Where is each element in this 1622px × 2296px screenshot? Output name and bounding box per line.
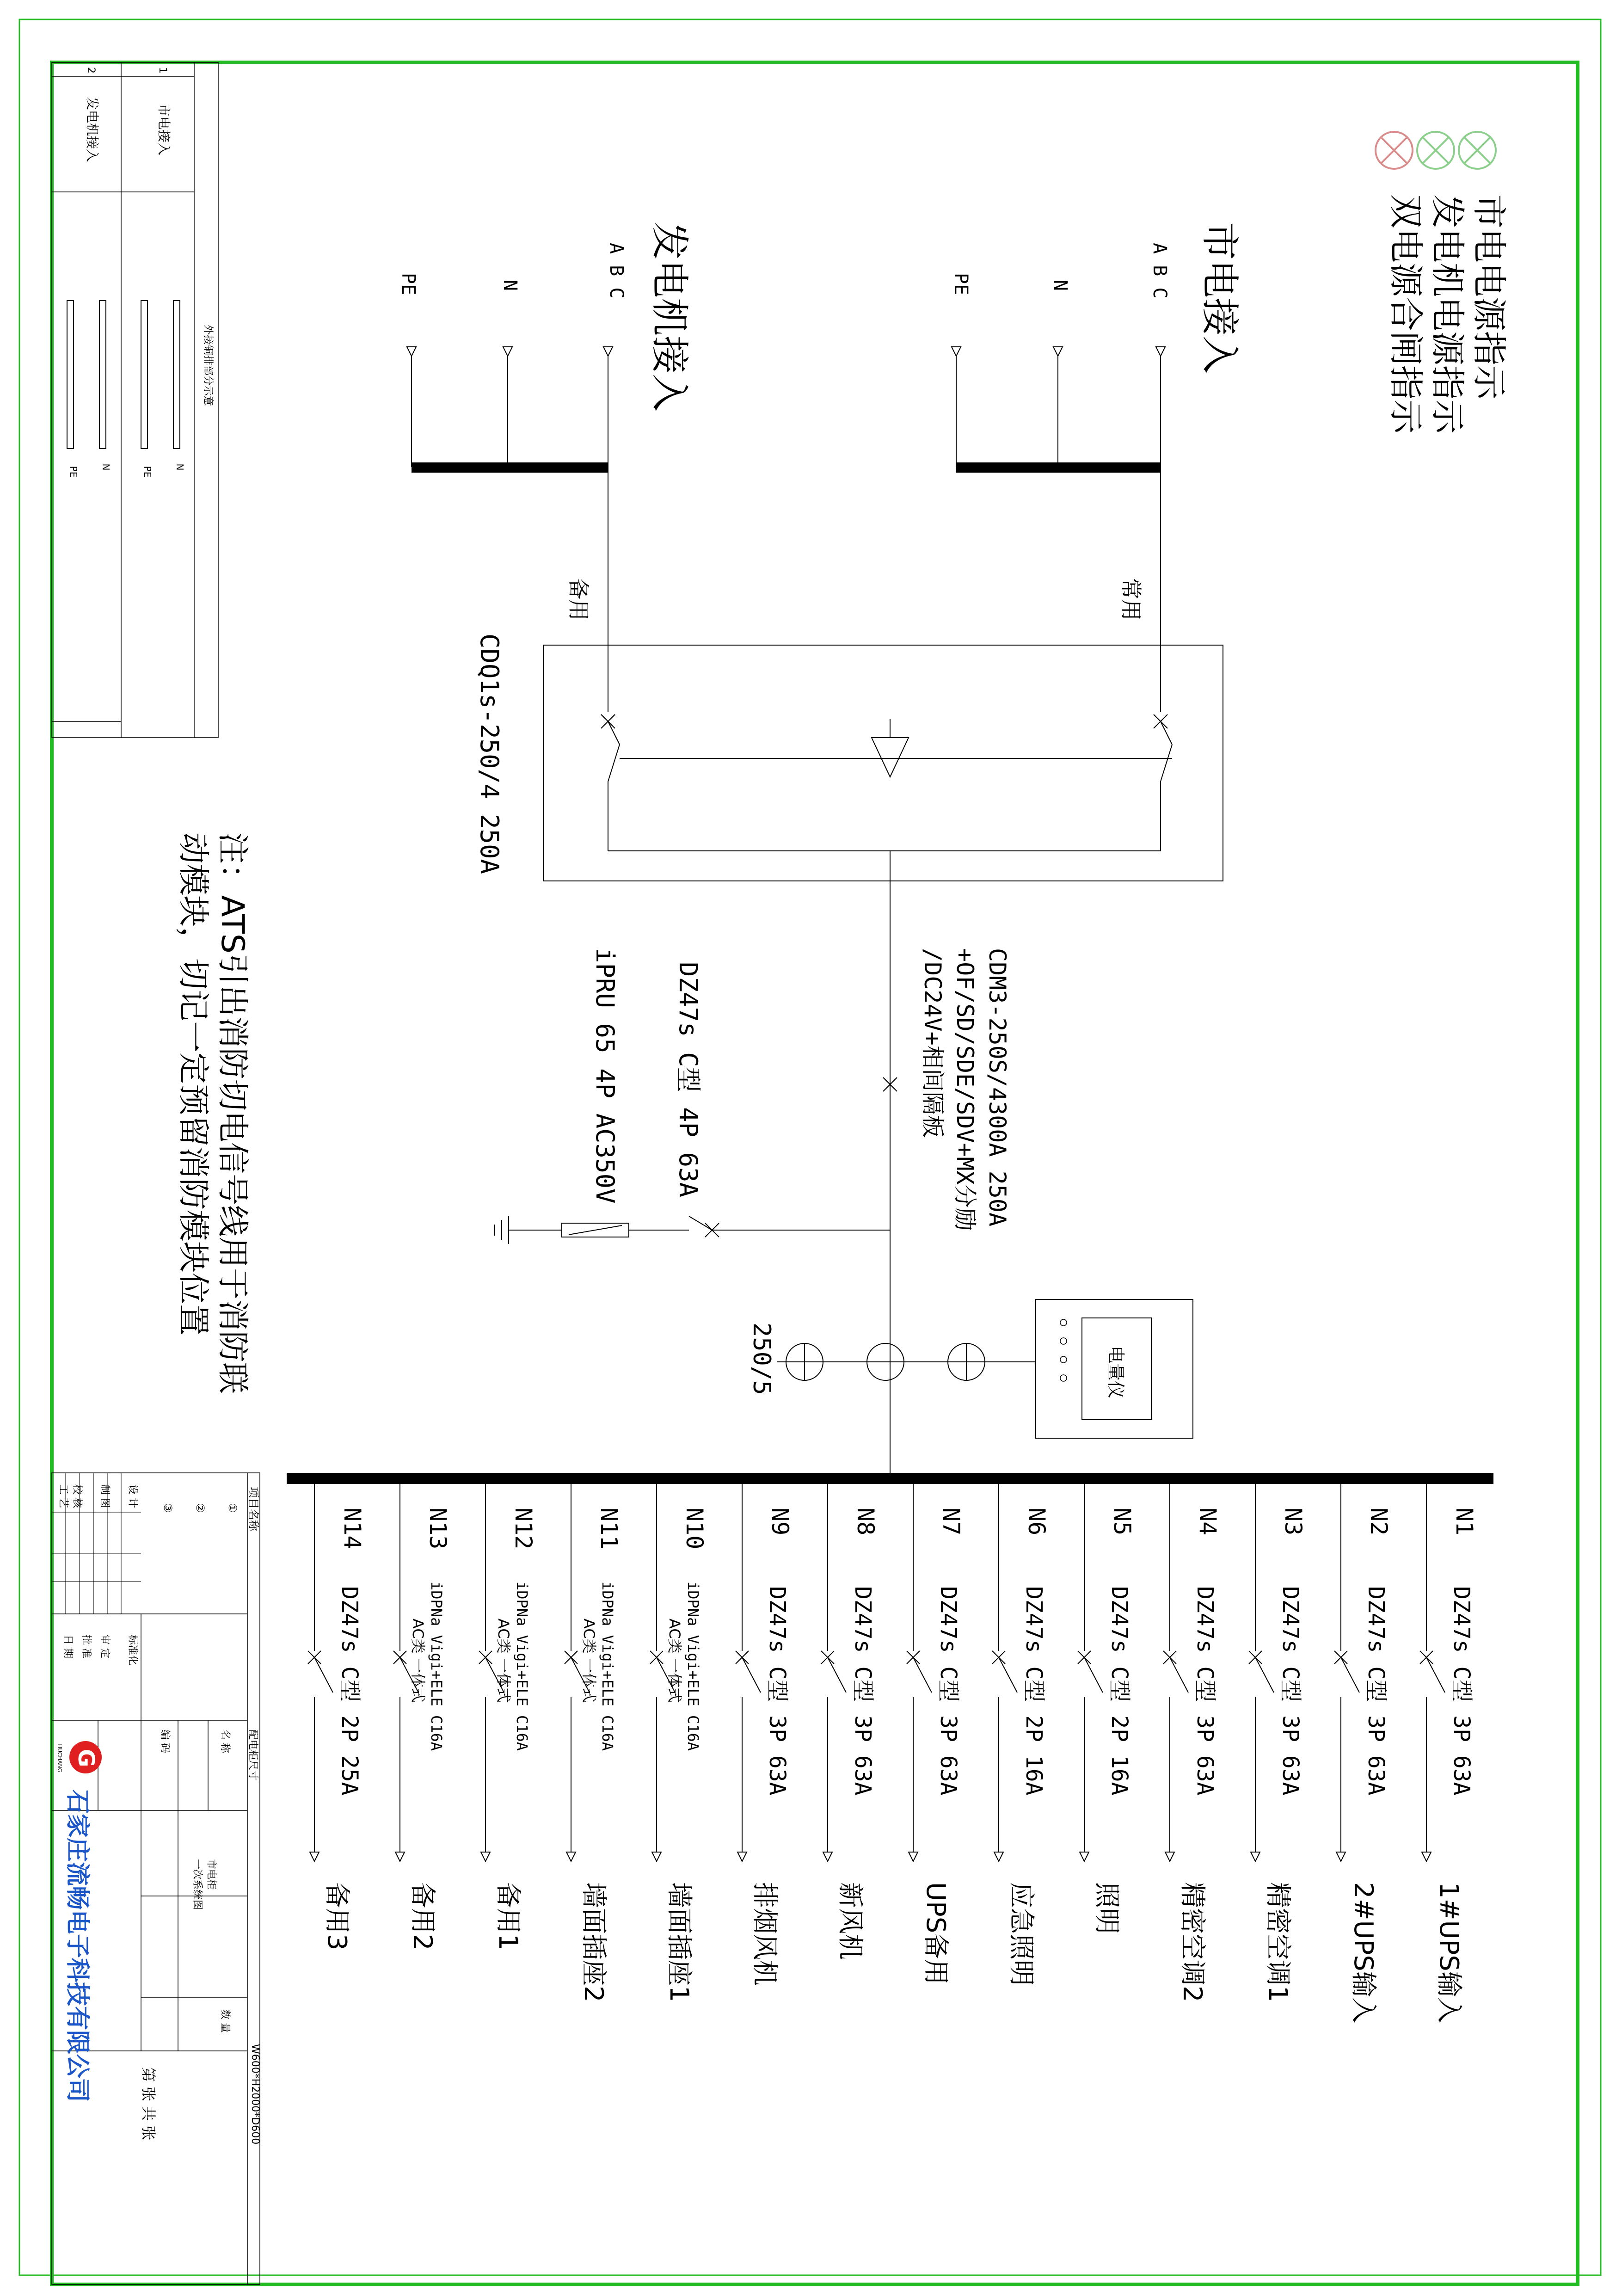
feeder-n11 (565, 1484, 622, 2002)
breaker-contact (828, 1657, 846, 1693)
legend-label-mains: 市电电源指示 (1469, 194, 1509, 400)
feeder-id: N8 (852, 1508, 879, 1536)
table-row-2-label: 发电机接入 (85, 97, 100, 162)
ct-ratio-label: 250/5 (748, 1323, 775, 1395)
mains-busbar (956, 462, 1161, 473)
generator-role-label: 备用 (566, 578, 591, 621)
feeder-breaker: DZ47s C型 3P 63A (1278, 1586, 1303, 1796)
role-date: 日 期 (62, 1635, 74, 1658)
arrow-icon (310, 1852, 319, 1861)
feeder-breaker: DZ47s C型 2P 25A (337, 1586, 362, 1796)
feeder-breaker: iDPNa Vigi+ELE C16A (599, 1582, 616, 1751)
role-design: 设 计 (127, 1484, 138, 1508)
code-label: 编 码 (159, 1730, 171, 1753)
feeder-breaker-type: AC类 一体式 (495, 1619, 512, 1703)
mains-source (950, 222, 1241, 712)
feeder-breaker-type: AC类 一体式 (409, 1619, 427, 1703)
name-label: 名 称 (219, 1730, 231, 1753)
arrow-icon (1422, 1852, 1431, 1861)
feeder-breaker-type: AC类 一体式 (666, 1619, 683, 1703)
generator-title: 发电机接入 (647, 222, 691, 412)
feeder-id: N6 (1023, 1508, 1050, 1536)
feeder-n7 (907, 1484, 965, 1985)
feeder-id: N5 (1109, 1508, 1136, 1536)
lamp-indicator-icon (1376, 132, 1413, 169)
feeder-load: 应急照明 (1006, 1882, 1036, 1986)
feeder-load: 墙面插座2 (578, 1882, 608, 2002)
feeder-id: N9 (767, 1508, 793, 1536)
arrow-icon (737, 1852, 747, 1861)
cabinet-size-value: W600*H2000*D600 (249, 2044, 261, 2145)
breaker-contact (999, 1657, 1017, 1693)
mains-title: 市电接入 (1198, 222, 1241, 374)
arrow-icon (481, 1852, 490, 1861)
table-row-2-no: 2 (85, 67, 97, 74)
arrow-icon (1080, 1852, 1089, 1861)
title-block (52, 1473, 261, 2284)
table-row-1-no: 1 (157, 67, 168, 74)
arrow-icon (407, 347, 416, 356)
copper-bar (99, 301, 106, 449)
feeder-n13 (393, 1484, 451, 1951)
cabinet-size-label: 配电柜尺寸 (247, 1730, 258, 1781)
feeder-n9 (736, 1484, 793, 1986)
feeder-n2 (1334, 1484, 1392, 2023)
arrow-icon (652, 1852, 661, 1861)
ground-icon (495, 1216, 509, 1244)
note-line-2: 动模块，切记一定预留消防模块位置 (175, 832, 211, 1336)
feeder-load: 备用1 (493, 1882, 523, 1951)
note (175, 832, 251, 1394)
project-circle-2: ② (194, 1503, 207, 1513)
feeder-n10 (650, 1484, 708, 2002)
feeder-breaker: DZ47s C型 2P 16A (1106, 1586, 1132, 1796)
feeder-id: N12 (510, 1508, 537, 1550)
feeder-breaker: DZ47s C型 3P 63A (1449, 1586, 1475, 1796)
feeder-load: 新风机 (835, 1882, 865, 1960)
feeder-load: 备用2 (407, 1882, 437, 1951)
breaker-contact (1426, 1657, 1445, 1693)
generator-n: N (499, 280, 521, 291)
project-circle-1: ① (226, 1503, 239, 1513)
name-value: 市电柜 (205, 1859, 217, 1890)
logo-letter: G (73, 1749, 99, 1767)
feeder-breaker: DZ47s C型 3P 63A (1192, 1586, 1218, 1796)
arrow-icon (1336, 1852, 1346, 1861)
main-breaker-model: CDM3-250S/4300A 250A (984, 948, 1011, 1227)
legend (1376, 132, 1509, 434)
feeder-breaker: DZ47s C型 3P 63A (764, 1586, 790, 1796)
arrow-icon (503, 347, 512, 356)
copper-bar (67, 301, 74, 449)
arrow-icon (1251, 1852, 1260, 1861)
arrow-icon (823, 1852, 832, 1861)
feeder-n14 (308, 1484, 366, 1951)
mains-n: N (1050, 280, 1071, 291)
feeder-n4 (1163, 1484, 1221, 2002)
feeder-load: 备用3 (322, 1882, 352, 1951)
feeder-breaker: DZ47s C型 3P 63A (850, 1586, 876, 1796)
main-busbar (287, 1473, 1493, 1484)
arrow-icon (994, 1852, 1003, 1861)
feeder-id: N13 (424, 1508, 451, 1550)
main-breaker (883, 948, 1011, 1231)
feeder-n1 (1420, 1484, 1478, 2023)
mains-pe: PE (950, 273, 971, 295)
arrow-icon (603, 347, 613, 356)
copper-label: N (100, 463, 111, 471)
main-breaker-accessories: +OF/SD/SDE/SDV+MX分励 (952, 948, 978, 1231)
power-meter (748, 1299, 1193, 1438)
arrow-icon (1165, 1852, 1174, 1861)
spd-model-label: iPRU 65 4P AC350V (590, 948, 620, 1204)
legend-label-generator: 发电机电源指示 (1427, 194, 1467, 434)
feeder-id: N4 (1194, 1508, 1221, 1536)
feeder-load: 精密空调1 (1263, 1882, 1293, 2002)
name-value-2: 一次系统图 (191, 1859, 203, 1910)
feeder-load: UPS备用 (921, 1882, 951, 1985)
legend-label-dual: 双电源合闸指示 (1386, 194, 1425, 434)
feeder-load: 2#UPS输入 (1348, 1882, 1378, 2023)
main-breaker-accessories-2: /DC24V+相间隔板 (919, 948, 946, 1138)
feeder-breaker: DZ47s C型 2P 16A (1021, 1586, 1047, 1796)
role-standard: 标准化 (127, 1635, 138, 1666)
ats-model: CDQ1s-250/4 250A (475, 634, 504, 874)
feeder-id: N1 (1451, 1508, 1478, 1536)
feeder-circuits (308, 1484, 1478, 2023)
feeder-id: N7 (938, 1508, 965, 1536)
feeder-load: 精密空调2 (1177, 1882, 1207, 2002)
breaker-contact (1084, 1657, 1103, 1693)
project-name-label: 项目名称 (247, 1487, 260, 1531)
generator-pe: PE (398, 273, 419, 295)
generator-phases: A B C (606, 243, 627, 299)
feeder-id: N10 (681, 1508, 708, 1550)
spd-branch (495, 948, 890, 1244)
quantity-label: 数 量 (219, 2009, 231, 2033)
feeder-n12 (479, 1484, 537, 1951)
copper-bar (173, 301, 180, 449)
breaker-contact (1255, 1657, 1274, 1693)
lamp-indicator-icon (1417, 132, 1454, 169)
role-authorize: 批 准 (80, 1635, 92, 1658)
feeder-load: 照明 (1092, 1882, 1122, 1934)
copper-label: PE (68, 466, 79, 478)
breaker-contact (314, 1657, 333, 1693)
breaker-contact (913, 1657, 932, 1693)
role-process: 工 艺 (57, 1484, 69, 1508)
feeder-load: 墙面插座1 (664, 1882, 694, 2002)
company-name: 石家庄流畅电子科技有限公司 (63, 1790, 91, 2103)
feeder-id: N2 (1365, 1508, 1392, 1536)
feeder-breaker-type: AC类 一体式 (580, 1619, 598, 1703)
feeder-load: 1#UPS输入 (1434, 1882, 1464, 2023)
lamp-indicator-icon (1459, 132, 1496, 169)
left-table (52, 62, 218, 738)
logo-sub: LIUCHANG (56, 1743, 63, 1773)
role-check: 校 核 (71, 1484, 83, 1508)
project-circle-3: ③ (161, 1503, 174, 1513)
arrow-icon (566, 1852, 576, 1861)
mains-phases: A B C (1149, 243, 1170, 299)
generator-source (398, 222, 691, 712)
note-line-1: 注：ATS引出消防切电信号线用于消防联 (214, 832, 251, 1394)
generator-busbar (412, 462, 608, 473)
feeder-id: N14 (339, 1508, 366, 1550)
interlock-arrow-icon (872, 738, 909, 777)
arrow-icon (952, 347, 961, 356)
role-draw: 制 图 (99, 1484, 111, 1508)
feeder-id: N3 (1280, 1508, 1307, 1536)
copper-label: PE (142, 466, 153, 478)
arrow-icon (1053, 347, 1063, 356)
breaker-contact (1170, 1657, 1188, 1693)
feeder-n3 (1249, 1484, 1307, 2002)
feeder-breaker: iDPNa Vigi+ELE C16A (428, 1582, 445, 1751)
arrow-icon (909, 1852, 918, 1861)
arrow-icon (395, 1852, 405, 1861)
arrow-icon (1156, 347, 1165, 356)
breaker-contact (742, 1657, 761, 1693)
feeder-n5 (1078, 1484, 1136, 1934)
feeder-breaker: DZ47s C型 3P 63A (1363, 1586, 1389, 1796)
table-row-1-label: 市电接入 (156, 103, 172, 156)
breaker-contact (1341, 1657, 1359, 1693)
copper-label: N (174, 463, 185, 471)
feeder-n8 (821, 1484, 879, 1960)
sheet-count: 第 张 共 张 (140, 2067, 157, 2141)
role-approve: 审 定 (99, 1635, 111, 1658)
feeder-id: N11 (596, 1508, 622, 1550)
feeder-load: 排烟风机 (750, 1882, 780, 1986)
feeder-breaker: iDPNa Vigi+ELE C16A (513, 1582, 531, 1751)
mains-role-label: 常用 (1118, 578, 1143, 621)
feeder-breaker: DZ47s C型 3P 63A (935, 1586, 961, 1796)
copper-bar (141, 301, 147, 449)
copper-bar-title: 外接铜排部分示意 (202, 324, 214, 406)
meter-label: 电量仪 (1106, 1346, 1126, 1399)
spd-breaker-label: DZ47s C型 4P 63A (674, 962, 703, 1198)
feeder-breaker: iDPNa Vigi+ELE C16A (684, 1582, 702, 1751)
feeder-n6 (992, 1484, 1050, 1986)
